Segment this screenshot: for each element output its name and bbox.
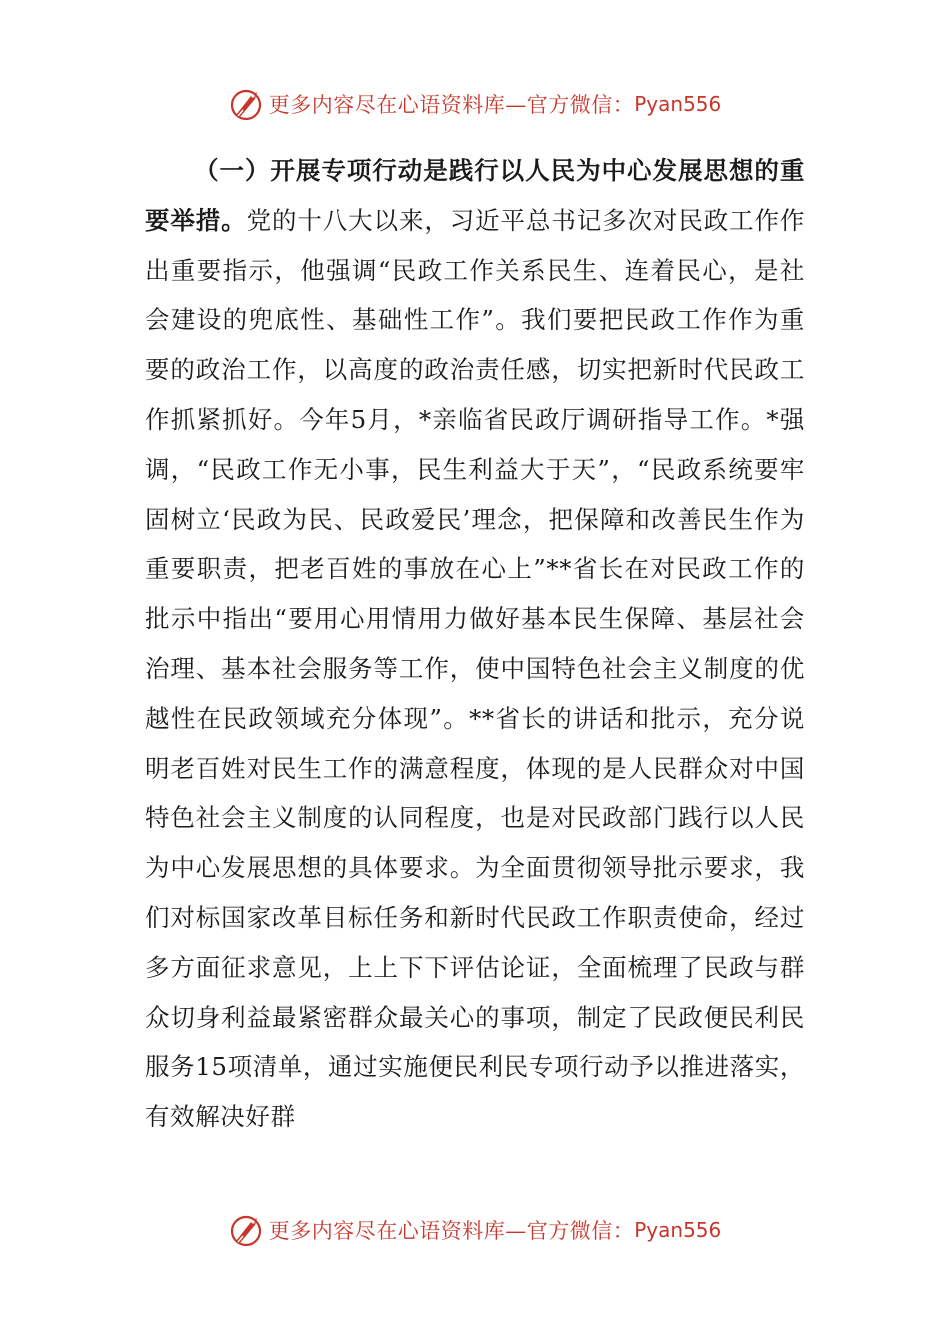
pen-nib-logo-icon [229,1212,265,1248]
watermark-text: 更多内容尽在心语资料库—官方微信： [268,93,635,117]
header-watermark [0,82,950,126]
section-heading: （一）开展专项行动是践行以人民为中心发展思想的重要举措。 [145,156,805,235]
paragraph-text: 党的十八大以来，习近平总书记多次对民政工作作出重要指示，他强调“民政工作关系民生、连着民心，是社会建设的兜底性、基础性工作”。我们要把民政工作作为重要的政治工作，以高度的政治责任感，切实把新时代民政工作抓紧抓好。今年5月，*亲临省民政厅调研指导工作。*强调，“民政工作无小事，民生利益大于天”，“民政系统要牢固树立‘民政为民、民政爱民’理念，把保障和改善民生作为重要职责，把老百姓的事放在心上”**省长在对民政工作的批示中指出“要用心用情用力做好基本民生保障、基层社会治理、基本社会服务等工作，使中国特色社会主义制度的优越性在民政领域充分体现”。**省长的讲话和批示，充分说明老百姓对民生工作的满意程度，体现的是人民群众对中国特色社会主义制度的认同程度，也是对民政部门践行以人民为中心发展思想的具体要求。为全面贯彻领导批示要求，我们对标国家改革目标任务和新时代民政工作职责使命，经过多方面征求意见，上上下下评估论证，全面梳理了民政与群众切身利益最紧密群众最关心的事项，制定了民政便民利民服务15项清单，通过实施便民利民专项行动予以推进落实，有效解决好群 [145,205,805,1132]
pen-nib-logo-icon [229,86,265,122]
wechat-id: Pyan556 [634,1218,722,1242]
watermark-text: 更多内容尽在心语资料库—官方微信： [268,1219,635,1243]
wechat-id: Pyan556 [634,92,722,116]
footer-watermark [0,1208,950,1252]
paragraph [145,146,805,1142]
document-body [145,146,805,1142]
